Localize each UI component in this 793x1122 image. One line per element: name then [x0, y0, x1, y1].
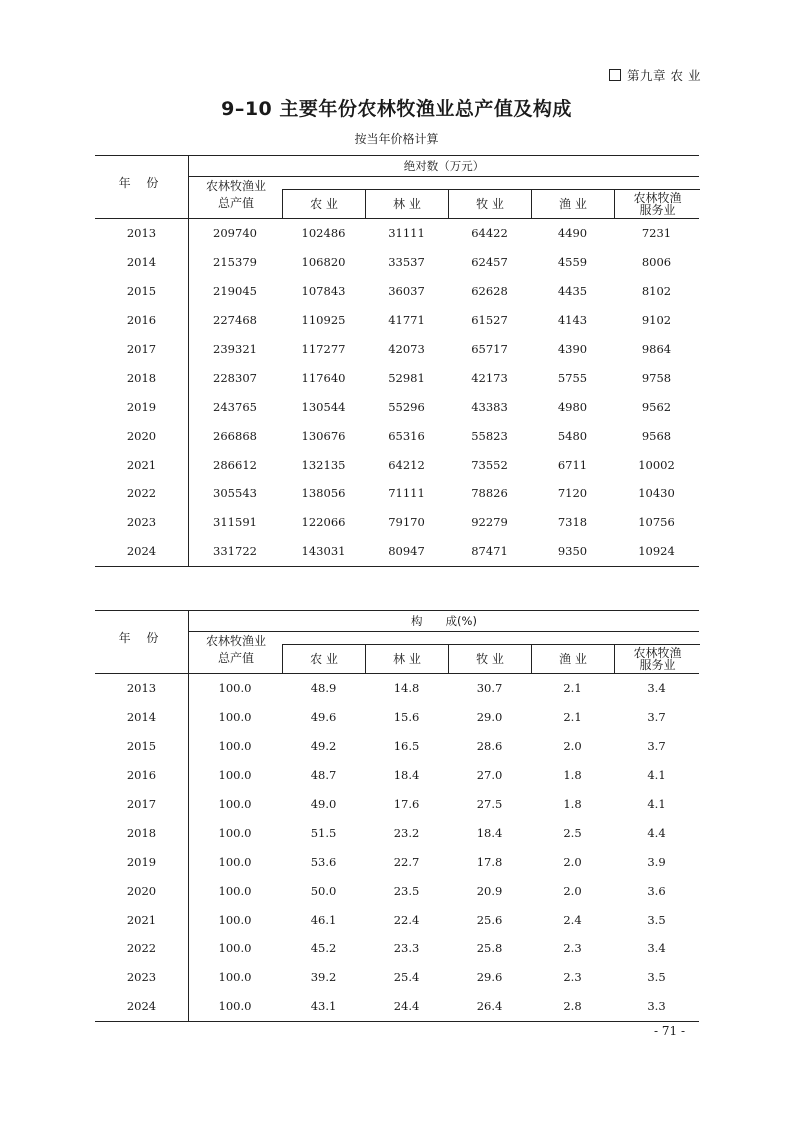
year-cell: 2018	[126, 825, 157, 840]
value-cell: 92279	[471, 515, 508, 530]
value-cell: 52981	[388, 370, 425, 385]
value-cell: 17.6	[393, 797, 420, 811]
value-cell: 62457	[471, 255, 508, 270]
value-cell: 138056	[301, 486, 346, 501]
value-cell: 71111	[388, 486, 425, 501]
table-row	[95, 934, 699, 963]
year-cell: 2013	[126, 681, 157, 696]
value-cell: 266868	[213, 428, 257, 443]
value-cell: 100.0	[218, 883, 252, 898]
table-body	[95, 219, 699, 567]
year-cell: 2024	[126, 999, 157, 1014]
value-cell: 100.0	[218, 768, 252, 783]
value-cell: 10924	[638, 544, 675, 559]
absolute-value-table	[95, 155, 699, 567]
table-header	[95, 155, 699, 219]
value-cell: 215379	[213, 255, 257, 270]
value-cell: 23.2	[393, 825, 420, 840]
value-cell: 2.5	[563, 825, 582, 840]
value-cell: 2.1	[563, 710, 582, 725]
table-row	[95, 508, 699, 537]
agriculture-header: 农 业	[282, 189, 365, 218]
value-cell: 61527	[471, 313, 508, 328]
value-cell: 23.5	[393, 883, 420, 898]
value-cell: 4143	[557, 313, 588, 328]
value-cell: 4559	[557, 255, 588, 270]
value-cell: 55296	[388, 399, 425, 414]
forestry-header: 林 业	[365, 189, 448, 218]
value-cell: 7120	[557, 486, 588, 501]
year-cell: 2015	[126, 284, 157, 299]
year-cell: 2014	[126, 710, 157, 725]
year-cell: 2017	[126, 342, 157, 356]
value-cell: 9102	[641, 313, 672, 328]
value-cell: 26.4	[476, 999, 503, 1014]
value-cell: 55823	[471, 428, 508, 443]
value-cell: 331722	[213, 544, 257, 559]
value-cell: 4390	[557, 342, 588, 356]
table-row	[95, 963, 699, 992]
value-cell: 8102	[641, 284, 672, 299]
table-row	[95, 363, 699, 392]
table-row	[95, 790, 699, 819]
value-cell: 14.8	[393, 681, 420, 696]
total-output-header: 农林牧渔业 总产值	[205, 634, 266, 665]
value-cell: 78826	[471, 486, 508, 501]
chapter-header	[609, 66, 701, 84]
value-cell: 29.0	[476, 710, 503, 725]
table-row	[95, 306, 699, 335]
value-cell: 22.7	[393, 854, 420, 869]
value-cell: 25.6	[476, 912, 503, 927]
table-row	[95, 876, 699, 905]
group-header: 构 成(%)	[189, 611, 699, 632]
value-cell: 45.2	[310, 941, 337, 956]
value-cell: 5755	[557, 370, 588, 385]
value-cell: 1.8	[563, 768, 582, 783]
value-cell: 79170	[388, 515, 425, 530]
service-header: 农林牧渔 服务业	[614, 644, 700, 673]
value-cell: 30.7	[476, 681, 503, 696]
value-cell: 239321	[213, 342, 257, 356]
value-cell: 311591	[213, 515, 257, 530]
value-cell: 9568	[641, 428, 672, 443]
table-row	[95, 761, 699, 790]
value-cell: 6711	[557, 457, 588, 472]
value-cell: 25.8	[476, 941, 503, 956]
table-row	[95, 732, 699, 761]
value-cell: 20.9	[476, 883, 503, 898]
value-cell: 48.7	[310, 768, 337, 783]
value-cell: 228307	[213, 370, 257, 385]
value-cell: 46.1	[310, 912, 337, 927]
value-cell: 3.3	[647, 999, 666, 1014]
value-cell: 8006	[641, 255, 672, 270]
value-cell: 25.4	[393, 970, 420, 985]
value-cell: 31111	[388, 226, 425, 241]
year-cell: 2022	[126, 941, 157, 956]
page-number: - 71 -	[653, 1024, 685, 1038]
fishery-header: 渔 业	[531, 189, 614, 218]
total-output-header: 农林牧渔业 总产值	[205, 179, 266, 210]
year-cell: 2017	[126, 797, 157, 811]
value-cell: 100.0	[218, 999, 252, 1014]
value-cell: 110925	[301, 313, 346, 328]
value-cell: 73552	[471, 457, 508, 472]
value-cell: 9562	[641, 399, 672, 414]
value-cell: 130676	[301, 428, 346, 443]
table-row	[95, 905, 699, 934]
value-cell: 4.4	[647, 825, 666, 840]
table-row	[95, 992, 699, 1021]
value-cell: 100.0	[218, 739, 252, 754]
value-cell: 100.0	[218, 710, 252, 725]
value-cell: 100.0	[218, 797, 252, 811]
value-cell: 50.0	[310, 883, 337, 898]
year-cell: 2016	[126, 313, 157, 328]
chapter-label: 第九章 农 业	[627, 68, 701, 83]
value-cell: 219045	[213, 284, 257, 299]
value-cell: 100.0	[218, 941, 252, 956]
value-cell: 3.6	[647, 883, 666, 898]
fishery-header: 渔 业	[531, 644, 614, 673]
value-cell: 48.9	[310, 681, 337, 696]
table-row	[95, 392, 699, 421]
year-cell: 2016	[126, 768, 157, 783]
value-cell: 29.6	[476, 970, 503, 985]
year-header: 年 份	[118, 631, 165, 645]
value-cell: 16.5	[393, 739, 420, 754]
value-cell: 2.3	[563, 970, 582, 985]
animal-husbandry-header: 牧 业	[448, 644, 531, 673]
value-cell: 2.8	[563, 999, 582, 1014]
table-body	[95, 674, 699, 1022]
value-cell: 117277	[301, 342, 346, 356]
value-cell: 9758	[641, 370, 672, 385]
table-row	[95, 703, 699, 732]
year-cell: 2020	[126, 428, 157, 443]
table-row	[95, 479, 699, 508]
value-cell: 10430	[638, 486, 675, 501]
value-cell: 10002	[638, 457, 675, 472]
year-cell: 2024	[126, 544, 157, 559]
value-cell: 42073	[388, 342, 425, 356]
value-cell: 143031	[301, 544, 346, 559]
value-cell: 100.0	[218, 912, 252, 927]
agriculture-header: 农 业	[282, 644, 365, 673]
value-cell: 117640	[301, 370, 346, 385]
value-cell: 4490	[557, 226, 588, 241]
value-cell: 39.2	[310, 970, 337, 985]
year-cell: 2019	[126, 399, 157, 414]
value-cell: 243765	[213, 399, 257, 414]
value-cell: 100.0	[218, 681, 252, 696]
table-row	[95, 277, 699, 306]
year-cell: 2022	[126, 486, 157, 501]
value-cell: 106820	[301, 255, 346, 270]
value-cell: 43383	[471, 399, 508, 414]
composition-table	[95, 610, 699, 1022]
animal-husbandry-header: 牧 业	[448, 189, 531, 218]
value-cell: 102486	[301, 226, 346, 241]
value-cell: 51.5	[310, 825, 337, 840]
year-cell: 2019	[126, 854, 157, 869]
value-cell: 4980	[557, 399, 588, 414]
value-cell: 53.6	[310, 854, 337, 869]
value-cell: 64212	[388, 457, 425, 472]
value-cell: 24.4	[393, 999, 420, 1014]
table-row	[95, 818, 699, 847]
value-cell: 87471	[471, 544, 508, 559]
value-cell: 3.9	[647, 854, 666, 869]
value-cell: 49.2	[310, 739, 337, 754]
page-subtitle: 按当年价格计算	[354, 132, 439, 146]
value-cell: 132135	[301, 457, 346, 472]
value-cell: 27.0	[476, 768, 503, 783]
value-cell: 65316	[388, 428, 425, 443]
value-cell: 2.0	[563, 854, 582, 869]
table-row	[95, 421, 699, 450]
value-cell: 41771	[388, 313, 425, 328]
value-cell: 9350	[557, 544, 588, 559]
value-cell: 65717	[471, 342, 508, 356]
square-icon	[609, 69, 621, 81]
value-cell: 62628	[471, 284, 508, 299]
value-cell: 227468	[213, 313, 257, 328]
value-cell: 80947	[388, 544, 425, 559]
value-cell: 122066	[301, 515, 346, 530]
value-cell: 3.5	[647, 970, 666, 985]
value-cell: 3.7	[647, 739, 666, 754]
value-cell: 22.4	[393, 912, 420, 927]
year-cell: 2013	[126, 226, 157, 241]
service-header: 农林牧渔 服务业	[614, 189, 700, 218]
table-row	[95, 335, 699, 364]
value-cell: 18.4	[476, 825, 503, 840]
value-cell: 7318	[557, 515, 588, 530]
page-title: 9–10 主要年份农林牧渔业总产值及构成	[221, 98, 572, 120]
value-cell: 107843	[301, 284, 346, 299]
value-cell: 43.1	[310, 999, 337, 1014]
value-cell: 100.0	[218, 970, 252, 985]
value-cell: 42173	[471, 370, 508, 385]
value-cell: 18.4	[393, 768, 420, 783]
value-cell: 3.5	[647, 912, 666, 927]
value-cell: 17.8	[476, 854, 503, 869]
value-cell: 286612	[213, 457, 257, 472]
value-cell: 1.8	[563, 797, 582, 811]
value-cell: 130544	[301, 399, 346, 414]
value-cell: 10756	[638, 515, 675, 530]
value-cell: 3.7	[647, 710, 666, 725]
value-cell: 15.6	[393, 710, 420, 725]
table-row	[95, 537, 699, 566]
value-cell: 27.5	[476, 797, 503, 811]
value-cell: 3.4	[647, 941, 666, 956]
value-cell: 2.0	[563, 739, 582, 754]
value-cell: 49.6	[310, 710, 337, 725]
year-cell: 2023	[126, 970, 157, 985]
year-cell: 2014	[126, 255, 157, 270]
value-cell: 100.0	[218, 825, 252, 840]
value-cell: 4.1	[647, 797, 666, 811]
value-cell: 4435	[557, 284, 588, 299]
year-cell: 2021	[126, 912, 157, 927]
value-cell: 2.0	[563, 883, 582, 898]
value-cell: 2.3	[563, 941, 582, 956]
value-cell: 4.1	[647, 768, 666, 783]
value-cell: 28.6	[476, 739, 503, 754]
table-header	[95, 610, 699, 674]
value-cell: 5480	[557, 428, 588, 443]
value-cell: 23.3	[393, 941, 420, 956]
table-row	[95, 248, 699, 277]
table-row	[95, 450, 699, 479]
value-cell: 36037	[388, 284, 425, 299]
year-cell: 2021	[126, 457, 157, 472]
value-cell: 49.0	[310, 797, 337, 811]
value-cell: 33537	[388, 255, 425, 270]
value-cell: 2.1	[563, 681, 582, 696]
year-cell: 2020	[126, 883, 157, 898]
value-cell: 209740	[213, 226, 257, 241]
value-cell: 3.4	[647, 681, 666, 696]
year-cell: 2018	[126, 370, 157, 385]
value-cell: 2.4	[563, 912, 582, 927]
table-row	[95, 219, 699, 248]
forestry-header: 林 业	[365, 644, 448, 673]
year-cell: 2023	[126, 515, 157, 530]
value-cell: 64422	[471, 226, 508, 241]
table-row	[95, 847, 699, 876]
value-cell: 9864	[641, 342, 672, 356]
year-header: 年 份	[118, 176, 165, 190]
value-cell: 305543	[213, 486, 257, 501]
year-cell: 2015	[126, 739, 157, 754]
value-cell: 7231	[641, 226, 672, 241]
group-header: 绝对数（万元）	[189, 156, 699, 177]
table-row	[95, 674, 699, 703]
value-cell: 100.0	[218, 854, 252, 869]
